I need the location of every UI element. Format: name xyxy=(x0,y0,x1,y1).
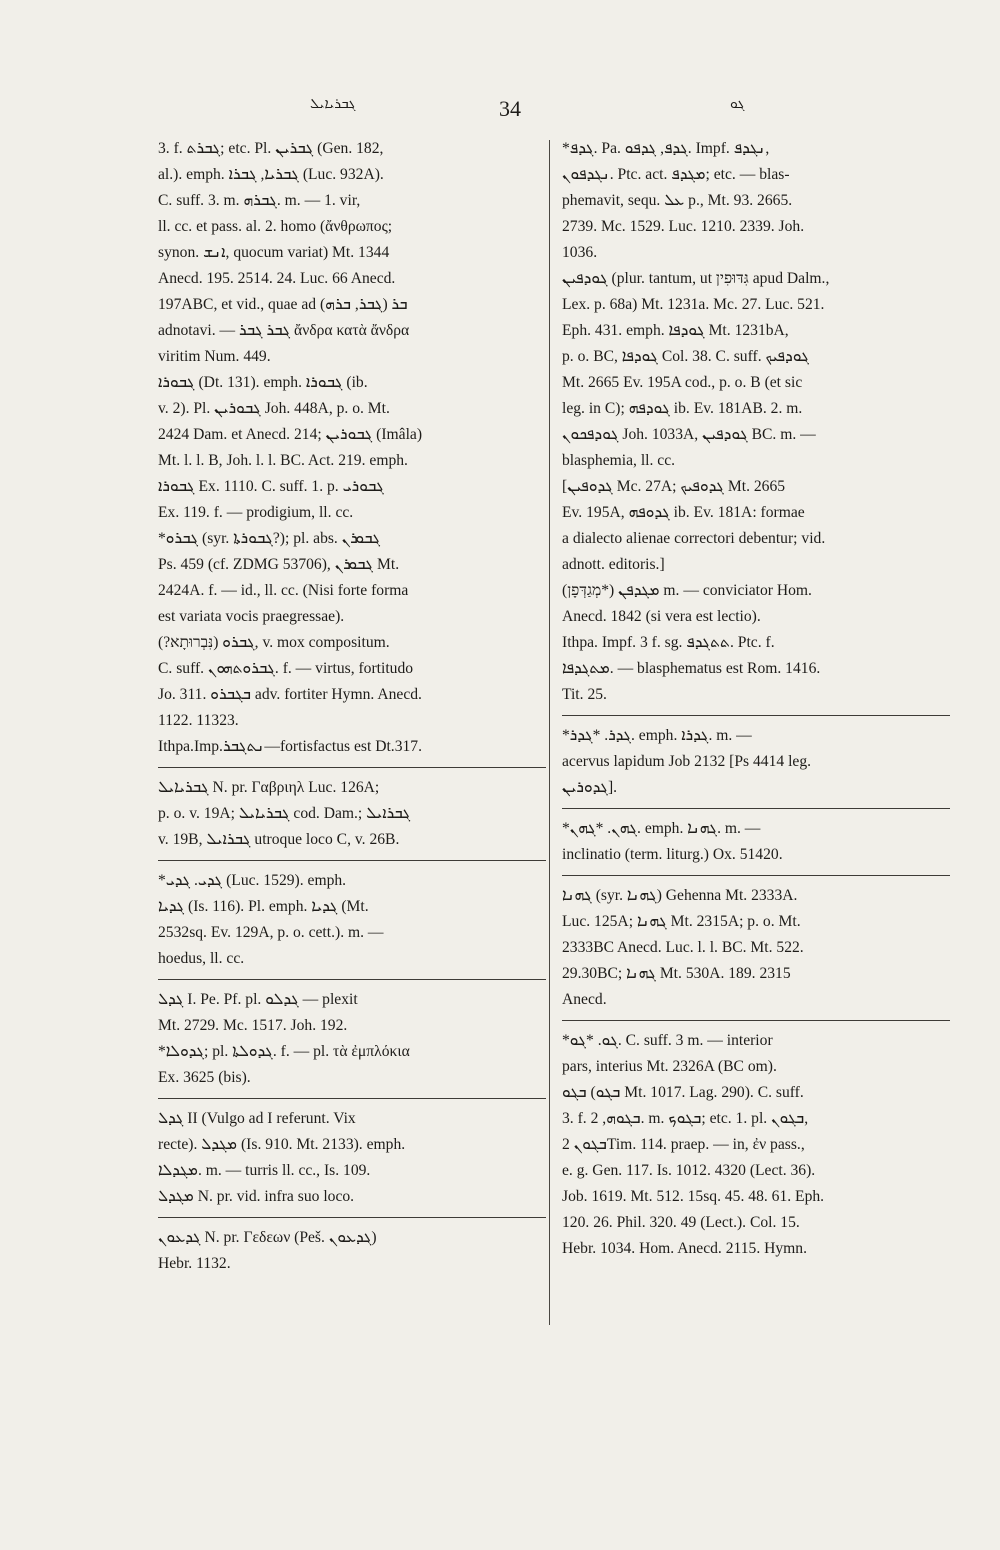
entry-line: 2424A. f. — id., ll. cc. (Nisi forte forma xyxy=(158,582,409,599)
entry-line: hoedus, ll. cc. xyxy=(158,950,245,967)
dictionary-entry xyxy=(562,816,950,868)
entry-line: ܓܒܘܪܐ (Dt. 131). emph. ܓܒܘܪܐ (ib. xyxy=(158,374,368,391)
entry-line: Eph. 431. emph. ܓܘܕܦܐ Mt. 1231bA, xyxy=(562,322,789,339)
section-rule xyxy=(562,1020,950,1021)
entry-line: 29.30BC; ܓܗܢܐ Mt. 530A. 189. 2315 xyxy=(562,965,791,982)
section-rule xyxy=(158,1098,546,1099)
dictionary-entry xyxy=(562,578,950,630)
entry-line: Ex. 3625 (bis). xyxy=(158,1069,251,1086)
entry-line: 120. 26. Phil. 320. 49 (Lect.). Col. 15. xyxy=(562,1214,800,1231)
entry-line: p. o. BC, ܓܘܕܦܐ Col. 38. C. suff. ܓܘܕܦܝܟ xyxy=(562,348,810,365)
entry-line: 3. f. ܒܓܘܗ, 2. m. ܒܓܘܟ; etc. 1. pl. ܒܓܘܢ, xyxy=(562,1110,809,1127)
entry-line: Anecd. 195. 2514. 24. Luc. 66 Anecd. xyxy=(158,270,396,287)
entry-line: ܓܘܕܦܝܢ (plur. tantum, ut גִּדּוּפִין apud Dalm., xyxy=(562,270,830,287)
entry-line: Mt. 2665 Ev. 195A cod., p. o. B (et sic xyxy=(562,374,803,391)
entry-line: C. suff. ܓܒܪܘܬܗܘܢ. f. — virtus, fortitudo xyxy=(158,660,414,677)
entry-line: ܓܒܪܝܐܝܠ N. pr. Γαβριηλ Luc. 126A; xyxy=(158,779,380,796)
entry-line: ܡܓܕܠܐ. m. — turris ll. cc., Is. 109. xyxy=(158,1162,371,1179)
entry-line: a dialecto alienae correctori debentur; vid. xyxy=(562,530,826,547)
dictionary-entry xyxy=(562,1080,950,1262)
entry-line: synon. ܐܢܫ, quocum variat) Mt. 1344 xyxy=(158,244,390,261)
entry-line: Ithpa.Imp.ܢܬܓܒܪ—fortisfactus est Dt.317. xyxy=(158,738,422,755)
entry-line: al.). emph. ܓܒܪܝܐ, ܓܒܪܐ (Luc. 932A). xyxy=(158,166,384,183)
entry-line: 1036. xyxy=(562,244,598,261)
entry-line: adnotavi. — ܓܒܪ ܓܒܪ ἄνδρα κατὰ ἄνδρα xyxy=(158,322,410,339)
entry-line: 197ABC, et vid., quae ad ܒܪ (ܓܒܪ, ܒܪܗ) xyxy=(158,296,408,313)
entry-line: Lex. p. 68a) Mt. 1231a. Mc. 27. Luc. 521. xyxy=(562,296,825,313)
dictionary-entry xyxy=(562,1028,950,1080)
entry-line: *ܓܕܘܠܐ; pl. ܓܕܘܠܬܐ. f. — pl. τὰ ἐμπλόκια xyxy=(158,1043,410,1060)
dictionary-entry xyxy=(562,723,950,801)
dictionary-entry xyxy=(562,136,950,266)
dictionary-entry xyxy=(158,775,546,853)
entry-line: adnott. editoris.] xyxy=(562,556,665,573)
entry-line: *ܓܕܝ. ܓܕܝ (Luc. 1529). emph. xyxy=(158,872,347,889)
entry-line: ܢܓܕܦܘܢ. Ptc. act. ܡܓܕܦ; etc. — blas- xyxy=(562,166,790,183)
dictionary-entry xyxy=(158,734,546,760)
right-column xyxy=(562,136,950,1262)
entry-line: Mt. l. l. B, Joh. l. l. BC. Act. 219. emph. xyxy=(158,452,408,469)
section-rule xyxy=(158,860,546,861)
entry-line: Anecd. xyxy=(562,991,607,1008)
entry-line: Jo. 311. ܒܓܒܪܘ adv. fortiter Hymn. Anecd. xyxy=(158,686,422,703)
dictionary-entry xyxy=(562,630,950,708)
entry-line: [ܓܕܘܦܝܢ Mc. 27A; ܓܕܘܦܝܟ Mt. 2665 xyxy=(562,478,786,495)
dictionary-entry xyxy=(158,1225,546,1277)
dictionary-entry xyxy=(562,266,950,474)
entry-line: 3. f. ܓܒܪܬ; etc. Pl. ܓܒܪܝܢ (Gen. 182, xyxy=(158,140,384,157)
entry-line: ܓܕܥܘܢ N. pr. Γεδεων (Peš. ܓܕܥܘܢ) xyxy=(158,1229,377,1246)
entry-line: p. o. v. 19A; ܓܒܪܝܐܝܠ cod. Dam.; ܓܒܪܐܝܠ xyxy=(158,805,411,822)
entry-line: ܡܓܕܠ N. pr. vid. infra suo loco. xyxy=(158,1188,355,1205)
entry-line: recte). ܡܓܕܠ (Is. 910. Mt. 2133). emph. xyxy=(158,1136,406,1153)
entry-line: 2424 Dam. et Anecd. 214; ܓܒܘܪܝܢ (Imâla) xyxy=(158,426,423,443)
entry-line: phemavit, sequ. ܥܠ p., Mt. 93. 2665. xyxy=(562,192,793,209)
entry-line: ܓܕܠ I. Pe. Pf. pl. ܓܕܠܘ — plexit xyxy=(158,991,358,1008)
header-right-headword: ܓܘ xyxy=(730,96,745,112)
entry-line: *ܓܕܪ. *ܓܕܪ. emph. ܓܕܪܐ. m. — xyxy=(562,727,752,744)
entry-line: pars, interius Mt. 2326A (BC om). xyxy=(562,1058,777,1075)
entry-line: inclinatio (term. liturg.) Ox. 51420. xyxy=(562,846,783,863)
entry-line: *ܓܘ. *ܓܘ. C. suff. 3 m. — interior xyxy=(562,1032,773,1049)
entry-line: blasphemia, ll. cc. xyxy=(562,452,676,469)
section-rule xyxy=(562,808,950,809)
entry-line: ܓܕܝܐ (Is. 116). Pl. emph. ܓܕܝܐ (Mt. xyxy=(158,898,369,915)
entry-line: C. suff. 3. m. ܓܒܪܗ. m. — 1. vir, xyxy=(158,192,361,209)
dictionary-entry xyxy=(158,630,546,734)
entry-line: Job. 1619. Mt. 512. 15sq. 45. 48. 61. Eph. xyxy=(562,1188,825,1205)
entry-line: v. 2). Pl. ܓܒܘܪܝܢ Joh. 448A, p. o. Mt. xyxy=(158,400,390,417)
entry-line: leg. in C); ܓܘܕܦܗ ib. Ev. 181AB. 2. m. xyxy=(562,400,803,417)
running-header xyxy=(0,96,1000,126)
entry-line: 2739. Mc. 1529. Luc. 1210. 2339. Joh. xyxy=(562,218,805,235)
entry-line: v. 19B, ܓܒܪܐܝܠ utroque loco C, v. 26B. xyxy=(158,831,400,848)
dictionary-entry xyxy=(158,987,546,1039)
entry-line: ܓܗܢܐ (syr. ܓܗܢܐ) Gehenna Mt. 2333A. xyxy=(562,887,798,904)
entry-line: ܓܕܘܪܝܢ]. xyxy=(562,779,618,796)
entry-line: Ps. 459 (cf. ZDMG 53706), ܓܒܘܪܢ Mt. xyxy=(158,556,400,573)
left-column xyxy=(158,136,546,1277)
entry-line: acervus lapidum Job 2132 [Ps 4414 leg. xyxy=(562,753,812,770)
dictionary-entry xyxy=(158,1184,546,1210)
dictionary-entry xyxy=(158,1039,546,1091)
entry-line: ll. cc. et pass. al. 2. homo (ἄνθρωπος; xyxy=(158,218,393,235)
entry-line: est variata vocis praegressae). xyxy=(158,608,345,625)
entry-line: Ithpa. Impf. 3 f. sg. ܬܬܓܕܦ. Ptc. f. xyxy=(562,634,775,651)
section-rule xyxy=(562,875,950,876)
dictionary-entry xyxy=(562,883,950,1013)
section-rule xyxy=(158,767,546,768)
dictionary-entry xyxy=(158,136,546,370)
section-rule xyxy=(158,979,546,980)
section-rule xyxy=(158,1217,546,1218)
entry-line: Hebr. 1034. Hom. Anecd. 2115. Hymn. xyxy=(562,1240,807,1257)
dictionary-entry xyxy=(562,474,950,578)
entry-line: *ܓܗܢ. *ܓܗܢ. emph. ܓܗܢܐ. m. — xyxy=(562,820,761,837)
entry-line: ܒܓܘܢ 2Tim. 114. praep. — in, ἐν pass., xyxy=(562,1136,805,1153)
column-divider xyxy=(549,140,550,1325)
entry-line: ܓܘܕܦܟܘܢ Joh. 1033A, ܓܘܕܦܝܢ BC. m. — xyxy=(562,426,816,443)
entry-line: Tit. 25. xyxy=(562,686,607,703)
entry-line: viritim Num. 449. xyxy=(158,348,271,365)
entry-line: ܓܒܪܘ (נִּבְרוּתָא?), v. mox compositum. xyxy=(158,634,390,651)
entry-line: *ܓܒܪܘ (syr. ܓܒܘܪܬܐ?); pl. abs. ܓܒܘܪܢ xyxy=(158,530,381,547)
dictionary-entry xyxy=(158,868,546,972)
entry-line: ܡܓܕܦܢ (*מְגַדְּפָן) m. — conviciator Hom. xyxy=(562,582,812,599)
header-left-headword: ܓܒܪܝܐܝܠ xyxy=(310,96,356,112)
entry-line: 2532sq. Ev. 129A, p. o. cett.). m. — xyxy=(158,924,384,941)
entry-line: ܡܬܓܕܦܐ. — blasphematus est Rom. 1416. xyxy=(562,660,821,677)
entry-line: Anecd. 1842 (si vera est lectio). xyxy=(562,608,761,625)
page-number: 34 xyxy=(499,96,521,121)
entry-line: 2333BC Anecd. Luc. l. l. BC. Mt. 522. xyxy=(562,939,804,956)
dictionary-entry xyxy=(158,526,546,630)
dictionary-entry xyxy=(158,1106,546,1184)
entry-line: Ev. 195A, ܓܕܘܦܗ ib. Ev. 181A: formae xyxy=(562,504,805,521)
dictionary-entry xyxy=(158,370,546,526)
entry-line: Luc. 125A; ܓܗܢܐ Mt. 2315A; p. o. Mt. xyxy=(562,913,801,930)
entry-line: Mt. 2729. Mc. 1517. Joh. 192. xyxy=(158,1017,348,1034)
entry-line: Hebr. 1132. xyxy=(158,1255,231,1272)
entry-line: 1122. 11323. xyxy=(158,712,239,729)
section-rule xyxy=(562,715,950,716)
entry-line: *ܓܕܦ. Pa. ܓܕܦ, ܓܕܦܘ. Impf. ܢܓܕܦ, xyxy=(562,140,770,157)
entry-line: ܓܕܠ II (Vulgo ad I referunt. Vix xyxy=(158,1110,356,1127)
entry-line: ܓܒܘܪܐ Ex. 1110. C. suff. 1. p. ܓܒܘܪܝ xyxy=(158,478,384,495)
entry-line: Ex. 119. f. — prodigium, ll. cc. xyxy=(158,504,354,521)
entry-line: ܒܓܘ (ܒܓܘ Mt. 1017. Lag. 290). C. suff. xyxy=(562,1084,804,1101)
entry-line: e. g. Gen. 117. Is. 1012. 4320 (Lect. 36). xyxy=(562,1162,816,1179)
